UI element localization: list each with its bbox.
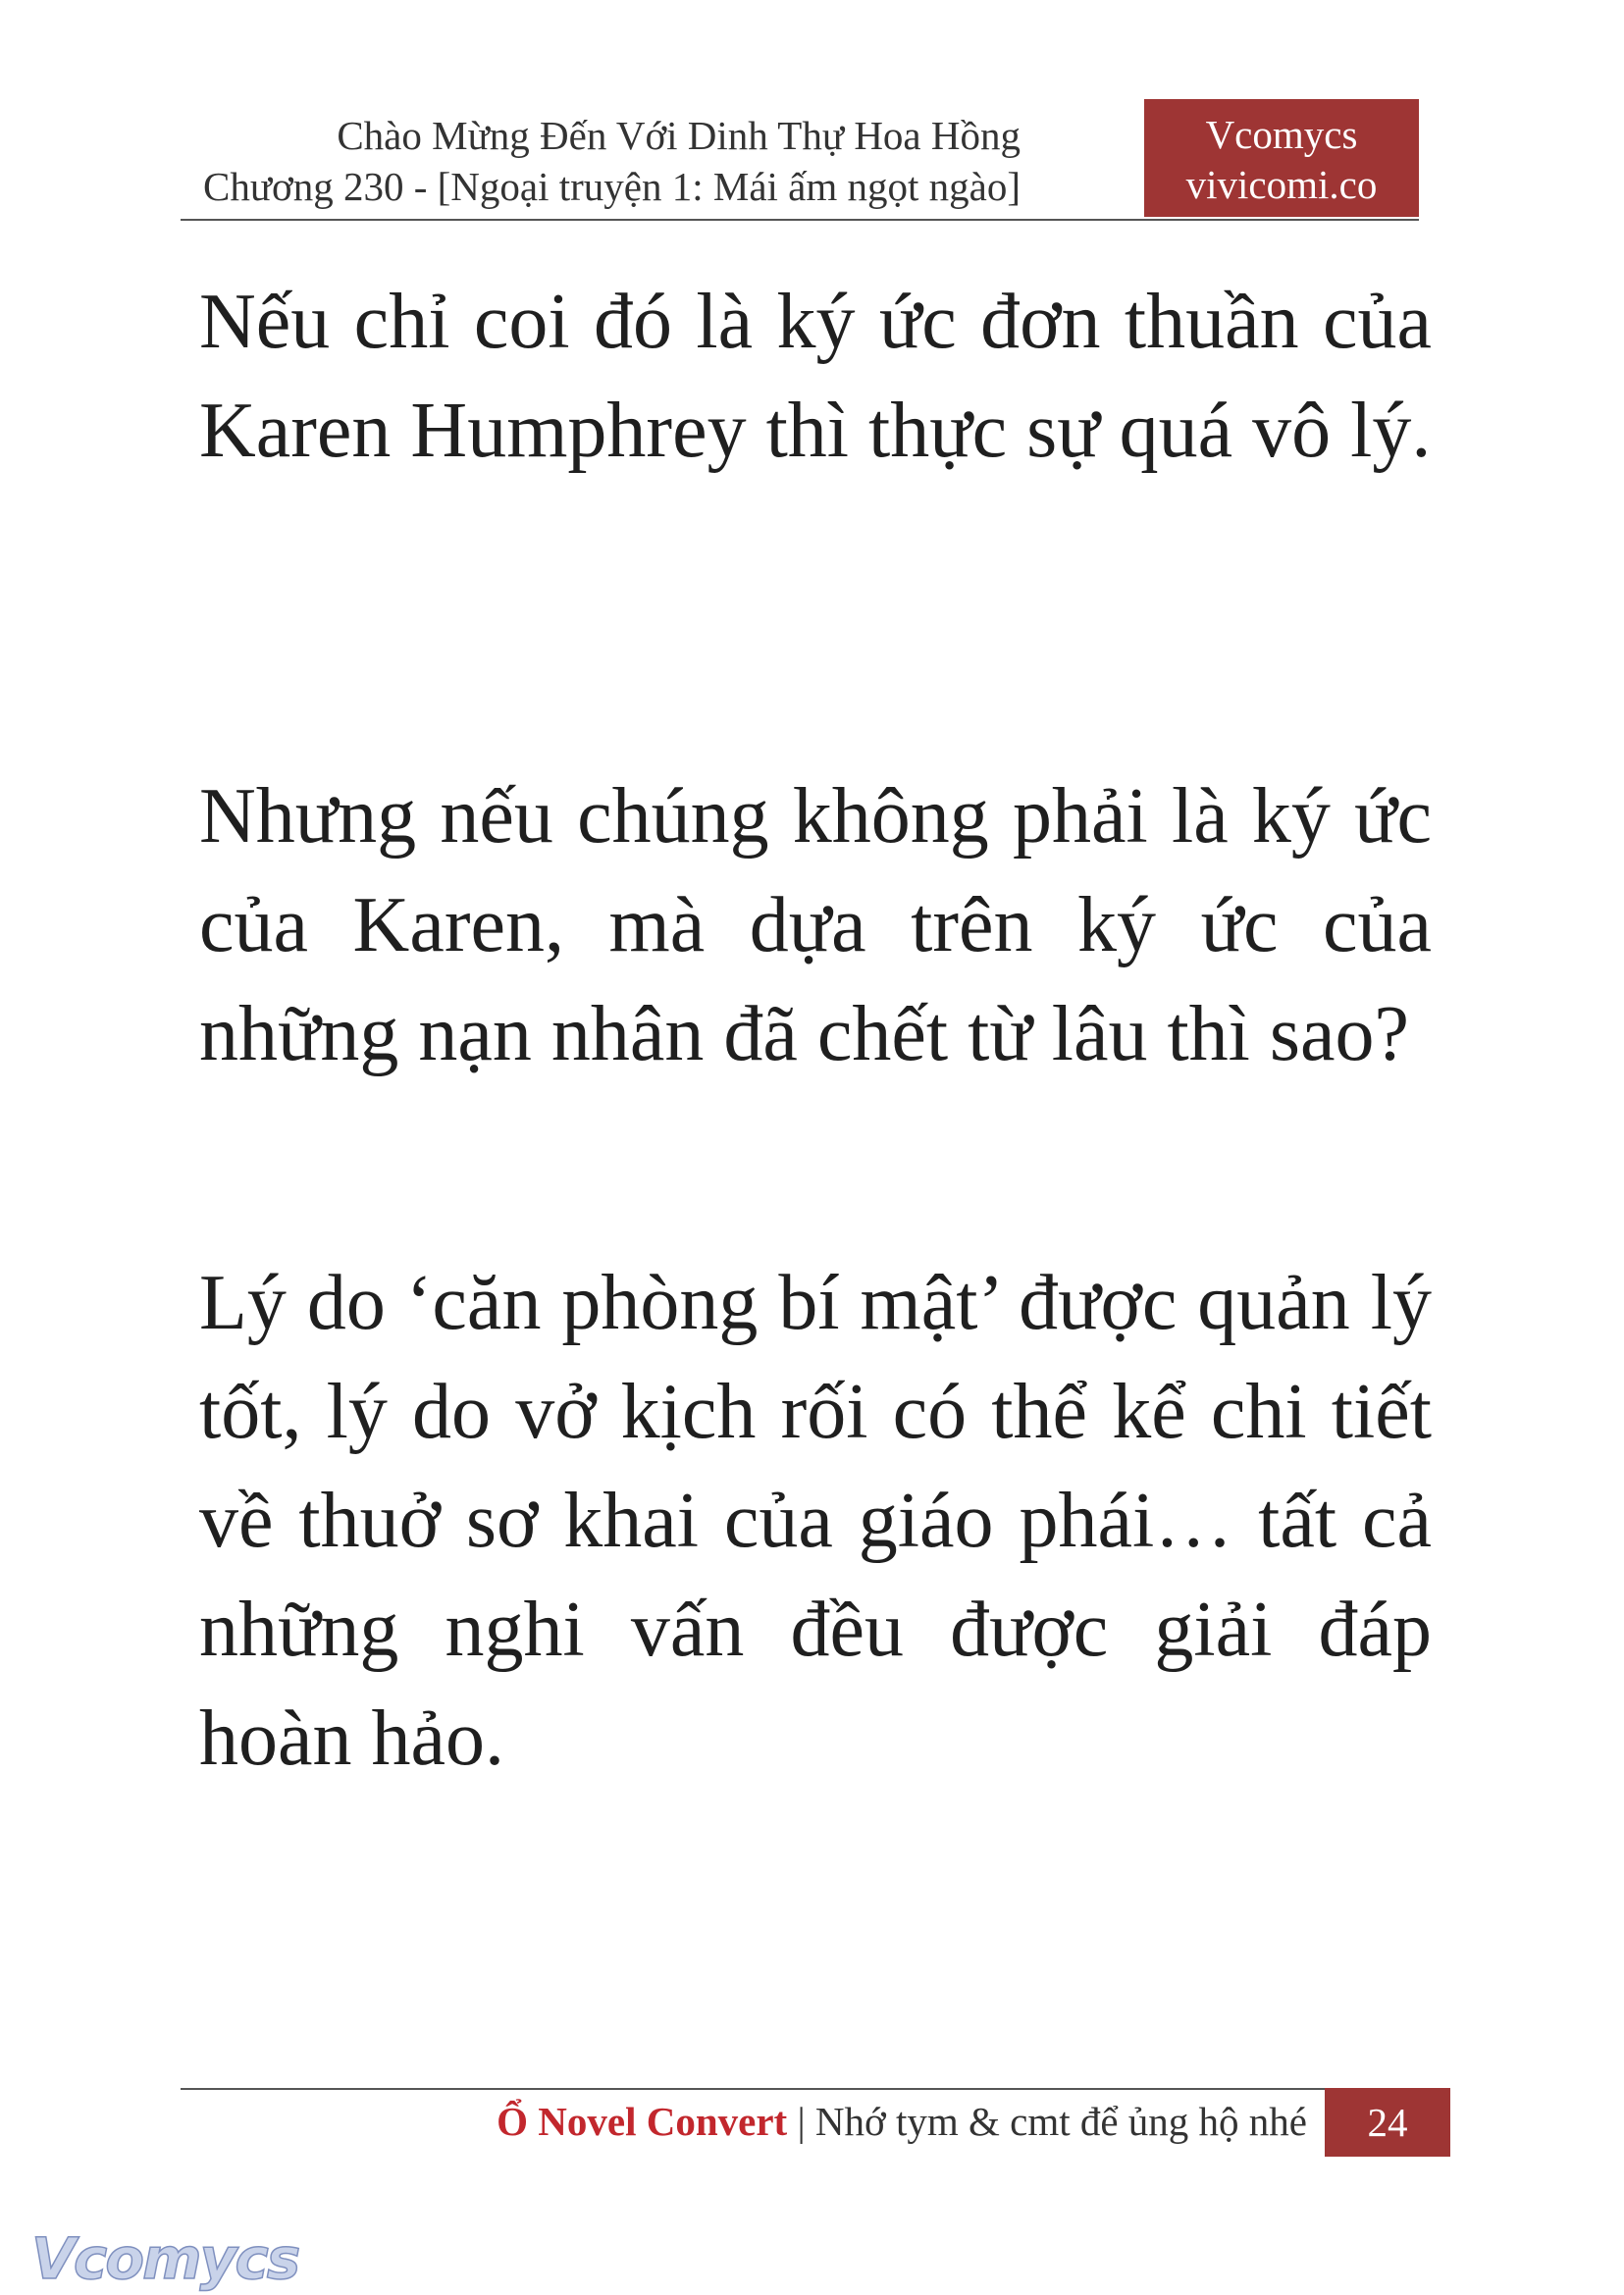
footer-divider bbox=[181, 2088, 1327, 2090]
chapter-title: Chương 230 - [Ngoại truyện 1: Mái ấm ngọt ngào] bbox=[202, 164, 1021, 209]
watermark-logo: Vcomycs bbox=[31, 2225, 299, 2292]
brand-site: vivicomi.co bbox=[1185, 162, 1378, 207]
paragraph-1: Nếu chỉ coi đó là ký ức đơn thuần của Karen Humphrey thì thực sự quá vô lý. bbox=[199, 279, 1432, 474]
page-footer bbox=[497, 2096, 1307, 2147]
page-number: 24 bbox=[1325, 2088, 1450, 2157]
header-divider bbox=[181, 219, 1419, 221]
paragraph-2: Nhưng nếu chúng không phải là ký ức của Karen, mà dựa trên ký ức của những nạn nhân đã chết từ lâu thì sao? bbox=[199, 773, 1432, 1077]
running-header bbox=[203, 110, 1021, 212]
paragraph-3: Lý do ‘căn phòng bí mật’ được quản lý tốt, lý do vở kịch rối có thể kể chi tiết về thuở sơ khai của giáo phái… tất cả những nghi vấn đều được giải đáp hoàn hảo. bbox=[199, 1260, 1432, 1782]
footer-message: Nhớ tym & cmt để ủng hộ nhé bbox=[814, 2099, 1307, 2144]
brand-name: Vcomycs bbox=[1205, 112, 1358, 157]
book-title: Chào Mừng Đến Với Dinh Thự Hoa Hồng bbox=[337, 113, 1021, 158]
footer-separator: | bbox=[797, 2099, 806, 2144]
footer-source: Ổ Novel Convert bbox=[497, 2099, 788, 2144]
brand-badge bbox=[1144, 99, 1419, 217]
